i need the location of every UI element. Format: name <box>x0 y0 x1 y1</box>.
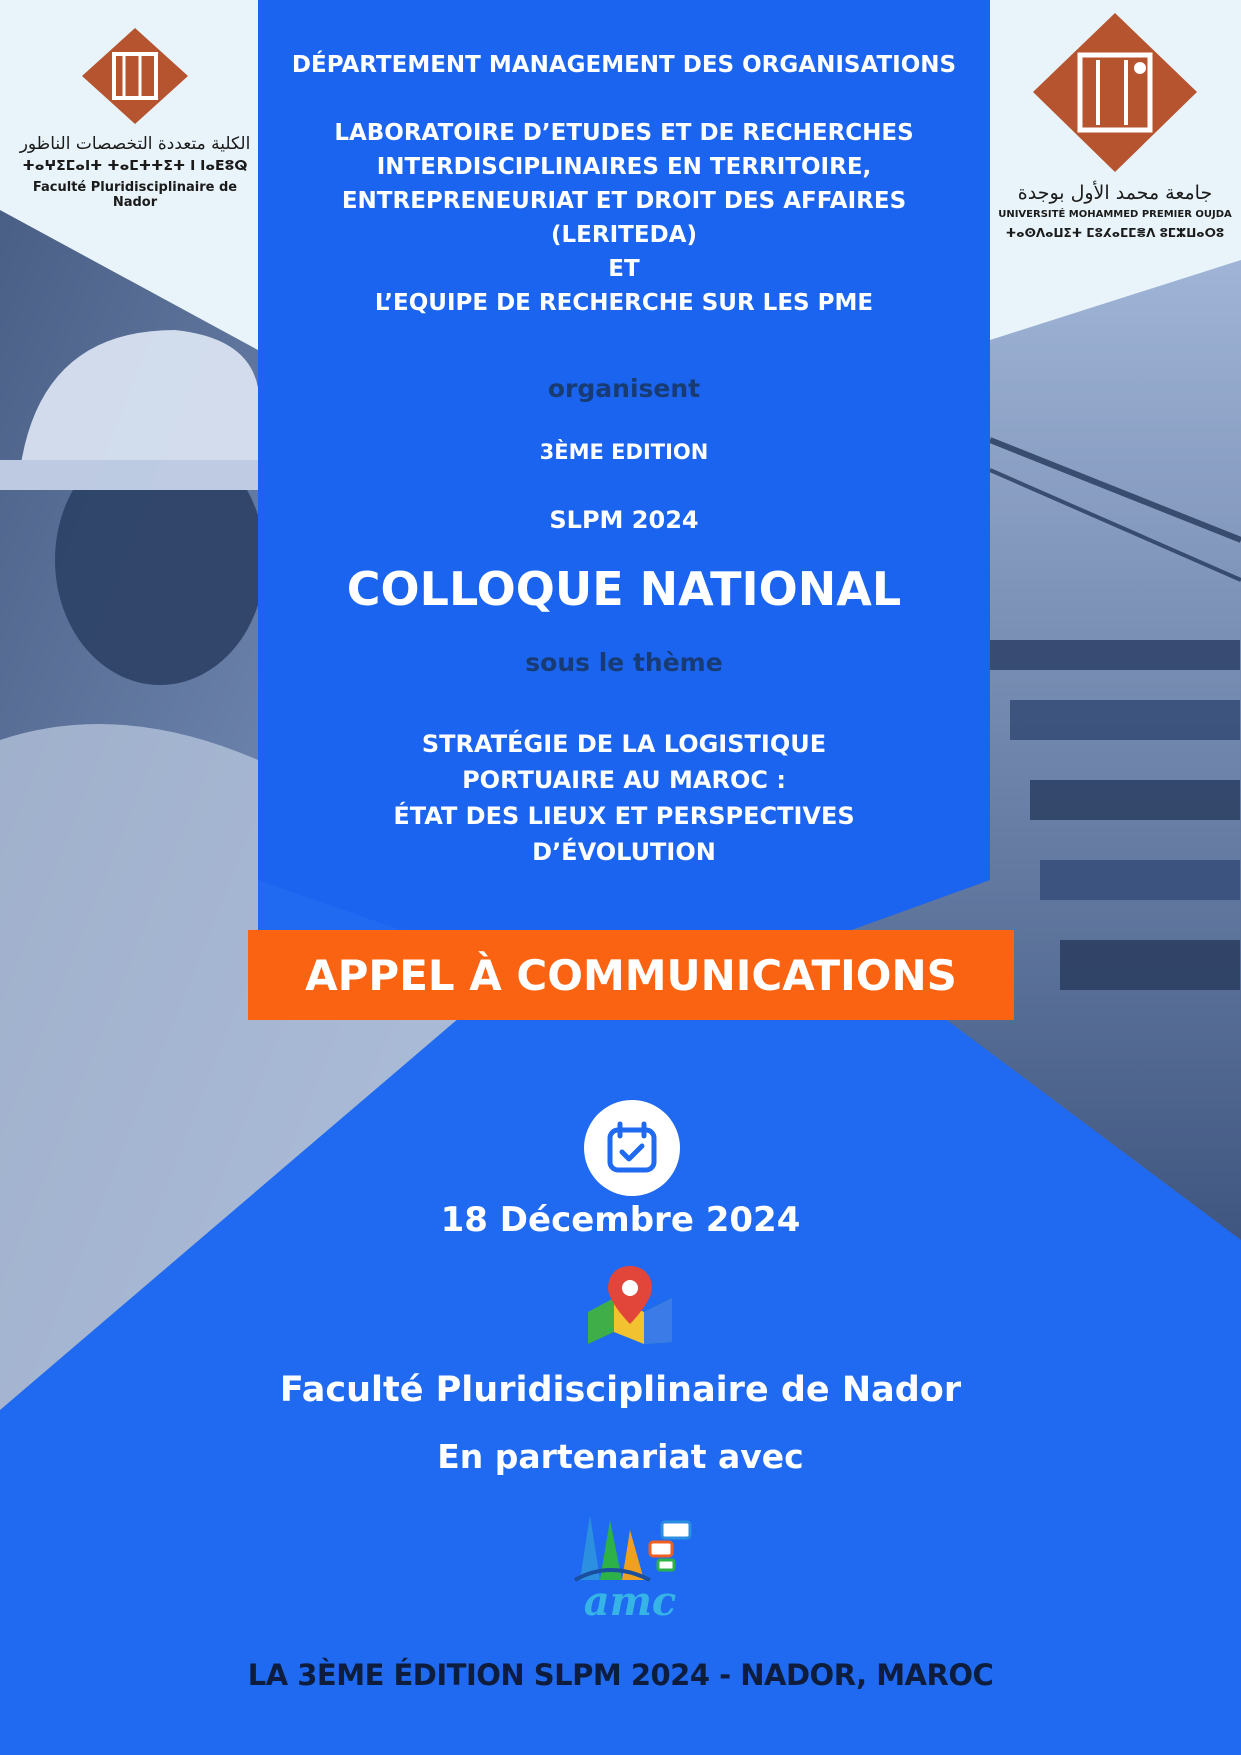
theme-intro: sous le thème <box>525 648 723 677</box>
calendar-check-icon <box>604 1120 660 1176</box>
event-code: SLPM 2024 <box>549 506 699 534</box>
organizer-line: ENTREPRENEURIAT ET DROIT DES AFFAIRES <box>341 188 907 214</box>
right-logo-name: UNIVERSITÉ MOHAMMED PREMIER OUJDA <box>998 209 1232 220</box>
theme-line: STRATÉGIE DE LA LOGISTIQUE <box>421 730 827 758</box>
call-for-papers-banner <box>248 930 1014 1020</box>
theme-line: D’ÉVOLUTION <box>532 838 716 866</box>
venue-name: Faculté Pluridisciplinaire de Nador <box>279 1370 962 1410</box>
organizer-line: L’EQUIPE DE RECHERCHE SUR LES PME <box>374 290 874 316</box>
theme-line: PORTUAIRE AU MAROC : <box>462 766 786 794</box>
partner-logo <box>540 1510 720 1625</box>
department-title: DÉPARTEMENT MANAGEMENT DES ORGANISATIONS <box>291 52 957 78</box>
calendar-icon <box>584 1100 680 1196</box>
organizer-line: INTERDISCIPLINAIRES EN TERRITOIRE, <box>376 154 872 180</box>
left-logo <box>10 20 260 210</box>
left-logo-arabic: الكلية متعددة التخصصات الناظور <box>19 134 251 154</box>
partner-logo-text: amc <box>583 1578 677 1625</box>
partner-label: En partenariat avec <box>437 1437 804 1476</box>
organizer-line: (LERITEDA) <box>551 222 697 248</box>
map-location-icon <box>584 1262 676 1346</box>
organizer-line: ET <box>608 256 640 282</box>
edition-label: 3ÈME EDITION <box>539 440 709 464</box>
right-logo-arabic: جامعة محمد الأول بوجدة <box>1017 182 1213 204</box>
organise-label: organisent <box>547 374 701 403</box>
right-logo-tifinagh: ⵜⴰⵙⴷⴰⵡⵉⵜ ⵎⵓⵃⴰⵎⵎⴻⴷ ⵓⵎⵣⵡⴰⵔⵓ <box>1005 226 1225 240</box>
left-logo-name: Faculté Pluridisciplinaire de Nador <box>32 180 238 210</box>
university-emblem-icon <box>1030 10 1200 175</box>
theme-block <box>258 726 990 870</box>
faculty-emblem-icon <box>80 26 190 126</box>
event-date: 18 Décembre 2024 <box>440 1200 801 1240</box>
theme-line: ÉTAT DES LIEUX ET PERSPECTIVES <box>393 802 855 830</box>
footer-text: LA 3ÈME ÉDITION SLPM 2024 - NADOR, MAROC <box>247 1658 994 1692</box>
organizers-block <box>258 116 990 320</box>
right-logo <box>992 10 1238 250</box>
event-title: COLLOQUE NATIONAL <box>346 562 902 616</box>
call-for-papers-label: APPEL À COMMUNICATIONS <box>305 950 957 1000</box>
organizer-line: LABORATOIRE D’ETUDES ET DE RECHERCHES <box>334 120 914 146</box>
left-logo-tifinagh: ⵜⴰⵖⵉⵎⴰⵏⵜ ⵜⴰⵎⵜⵜⵉⵜ ⵏ ⵏⴰⴹⵓⵕ <box>22 158 248 174</box>
